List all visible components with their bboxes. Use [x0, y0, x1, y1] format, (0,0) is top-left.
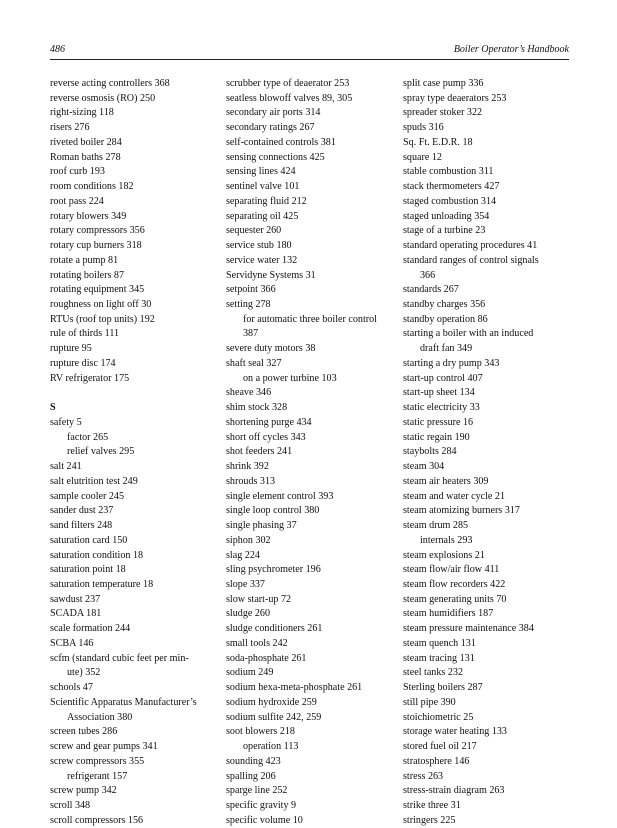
- index-subentry: factor 265: [67, 431, 109, 443]
- index-entry: steam pressure maintenance 384: [403, 623, 534, 635]
- index-entry: stack thermometers 427: [403, 181, 500, 193]
- index-column-1: [50, 77, 218, 828]
- index-entry: screw pump 342: [50, 785, 117, 797]
- index-entry: spalling 206: [226, 770, 276, 782]
- index-subentry: for automatic three boiler control: [243, 313, 377, 325]
- index-entry: single loop control 380: [226, 505, 320, 517]
- index-entry: salt elutrition test 249: [50, 475, 138, 487]
- index-entry: standby charges 356: [403, 299, 486, 311]
- index-entry: sludge 260: [226, 608, 271, 620]
- index-entry: scfm (standard cubic feet per min-: [50, 652, 189, 664]
- index-entry: sodium hexa-meta-phosphate 261: [226, 682, 363, 694]
- index-entry: spreader stoker 322: [403, 107, 483, 119]
- running-header: [50, 43, 569, 57]
- index-entry: stringers 225: [403, 814, 456, 826]
- index-entry: slope 337: [226, 578, 265, 590]
- section-letter-heading: S: [50, 402, 56, 414]
- index-subentry: refrigerant 157: [67, 770, 128, 782]
- index-entry: sodium 249: [226, 667, 274, 679]
- index-entry: starting a boiler with an induced: [403, 328, 534, 340]
- index-entry: sling psychrometer 196: [226, 564, 321, 576]
- index-entry: screen tubes 286: [50, 726, 118, 738]
- index-entry: secondary air ports 314: [226, 107, 321, 119]
- index-entry: slag 224: [226, 549, 260, 561]
- index-entry: RTUs (roof top units) 192: [50, 313, 155, 325]
- index-entry: sawdust 237: [50, 593, 101, 605]
- index-entry: shortening purge 434: [226, 416, 312, 428]
- index-entry: shrouds 313: [226, 475, 276, 487]
- index-entry: setting 278: [226, 299, 271, 311]
- index-entry: sensing connections 425: [226, 151, 325, 163]
- page-number: 486: [50, 44, 65, 55]
- index-entry: sheave 346: [226, 387, 272, 399]
- index-entry: shaft seal 327: [226, 357, 282, 369]
- index-entry: screw and gear pumps 341: [50, 741, 158, 753]
- index-entry: service stub 180: [226, 240, 292, 252]
- index-entry: stoichiometric 25: [403, 711, 474, 723]
- index-entry: sparge line 252: [226, 785, 288, 797]
- index-entry: stored fuel oil 217: [403, 741, 477, 753]
- index-entry: steam drum 285: [403, 520, 469, 532]
- index-entry: self-contained controls 381: [226, 136, 336, 148]
- index-entry: steam and water cycle 21: [403, 490, 506, 502]
- index-entry: sander dust 237: [50, 505, 114, 517]
- index-entry: separating fluid 212: [226, 195, 307, 207]
- index-entry: sand filters 248: [50, 520, 113, 532]
- index-entry: steam flow/air flow 411: [403, 564, 500, 576]
- index-entry: staged unloading 354: [403, 210, 490, 222]
- index-entry: steam generating units 70: [403, 593, 507, 605]
- index-entry: siphon 302: [226, 534, 271, 546]
- index-entry: steam atomizing burners 317: [403, 505, 520, 517]
- index-subentry: operation 113: [243, 741, 299, 753]
- index-entry: reverse acting controllers 368: [50, 78, 170, 89]
- index-entry: small tools 242: [226, 637, 288, 649]
- index-entry: staybolts 284: [403, 446, 457, 458]
- index-entry: specific volume 10: [226, 814, 303, 826]
- index-subentry: 387: [243, 328, 259, 340]
- index-entry: starting a dry pump 343: [403, 357, 500, 369]
- index-entry: standard ranges of control signals: [403, 254, 539, 266]
- index-entry: sodium hydroxide 259: [226, 696, 317, 708]
- index-subentry: 366: [420, 269, 436, 281]
- index-entry: rupture disc 174: [50, 357, 116, 369]
- index-entry: steam tracing 131: [403, 652, 475, 664]
- index-entry: saturation condition 18: [50, 549, 144, 561]
- index-entry: Sterling boilers 287: [403, 682, 483, 694]
- index-subentry: relief valves 295: [67, 446, 135, 458]
- index-entry: scroll 348: [50, 799, 91, 811]
- index-entry: risers 276: [50, 122, 90, 134]
- index-entry: reverse osmosis (RO) 250: [50, 92, 156, 104]
- index-entry: stress 263: [403, 770, 444, 782]
- index-entry: RV refrigerator 175: [50, 372, 130, 384]
- header-rule: [50, 59, 569, 60]
- index-entry: steel tanks 232: [403, 667, 463, 679]
- index-entry: steam quench 131: [403, 637, 476, 649]
- index-entry: rupture 95: [50, 343, 92, 355]
- index-entry: right-sizing 118: [50, 107, 114, 119]
- index-entry: severe duty motors 38: [226, 343, 316, 355]
- index-entry: spray type deaerators 253: [403, 92, 507, 104]
- index-entry: slow start-up 72: [226, 593, 292, 605]
- index-entry: service water 132: [226, 254, 298, 266]
- index-entry: rotating equipment 345: [50, 284, 145, 296]
- index-entry: static regain 190: [403, 431, 470, 443]
- index-entry: standby operation 86: [403, 313, 488, 325]
- index-entry: stratosphere 146: [403, 755, 470, 767]
- index-entry: stable combustion 311: [403, 166, 494, 178]
- index-entry: soda-phosphate 261: [226, 652, 307, 664]
- index-entry: Scientific Apparatus Manufacturer’s: [50, 696, 197, 708]
- index-entry: scale formation 244: [50, 623, 131, 635]
- index-entry: setpoint 366: [226, 284, 276, 296]
- index-entry: steam humidifiers 187: [403, 608, 494, 620]
- index-entry: sensing lines 424: [226, 166, 296, 178]
- index-entry: safety 5: [50, 416, 82, 428]
- index-subentry: draft fan 349: [420, 343, 473, 355]
- index-subentry: internals 293: [420, 534, 473, 546]
- index-entry: start-up sheet 134: [403, 387, 475, 399]
- index-entry: storage water heating 133: [403, 726, 507, 738]
- index-entry: salt 241: [50, 461, 82, 473]
- index-entry: standard operating procedures 41: [403, 240, 538, 252]
- index-entry: shim stock 328: [226, 402, 288, 414]
- index-entry: room conditions 182: [50, 181, 134, 193]
- index-entry: screw compressors 355: [50, 755, 145, 767]
- index-entry: start-up control 407: [403, 372, 483, 384]
- index-entry: sodium sulfite 242, 259: [226, 711, 322, 723]
- index-entry: single element control 393: [226, 490, 334, 502]
- index-subentry: ute) 352: [67, 667, 101, 679]
- index-entry: short off cycles 343: [226, 431, 306, 443]
- index-entry: SCADA 181: [50, 608, 102, 620]
- index-entry: schools 47: [50, 682, 93, 694]
- index-entry: specific gravity 9: [226, 799, 297, 811]
- index-entry: saturation card 150: [50, 534, 128, 546]
- index-entry: standards 267: [403, 284, 459, 296]
- book-title: Boiler Operator’s Handbook: [453, 44, 569, 55]
- index-entry: rule of thirds 111: [50, 328, 120, 340]
- index-entry: steam explosions 21: [403, 549, 485, 561]
- index-entry: separating oil 425: [226, 210, 299, 222]
- index-entry: sentinel valve 101: [226, 181, 300, 193]
- index-entry: saturation point 18: [50, 564, 126, 576]
- index-entry: static pressure 16: [403, 416, 474, 428]
- index-entry: soot blowers 218: [226, 726, 295, 738]
- index-entry: seatless blowoff valves 89, 305: [226, 92, 353, 104]
- index-entry: rotary compressors 356: [50, 225, 145, 237]
- section-spacer: [50, 386, 218, 401]
- index-entry: static electricity 33: [403, 402, 480, 414]
- index-entry: sounding 423: [226, 755, 281, 767]
- index-entry: SCBA 146: [50, 637, 94, 649]
- index-entry: roughness on light off 30: [50, 299, 152, 311]
- index-entry: rotating boilers 87: [50, 269, 125, 281]
- index-entry: Roman baths 278: [50, 151, 121, 163]
- index-entry: root pass 224: [50, 195, 104, 207]
- index-entry: sample cooler 245: [50, 490, 124, 502]
- index-entry: riveted boiler 284: [50, 136, 122, 148]
- index-subentry: on a power turbine 103: [243, 372, 337, 384]
- index-entry: staged combustion 314: [403, 195, 497, 207]
- index-entry: scroll compressors 156: [50, 814, 144, 826]
- index-entry: stress-strain diagram 263: [403, 785, 505, 797]
- index-entry: shot feeders 241: [226, 446, 293, 458]
- index-entry: still pipe 390: [403, 696, 456, 708]
- index-entry: strike three 31: [403, 799, 461, 811]
- index-entry: steam flow recorders 422: [403, 578, 506, 590]
- index-entry: spuds 316: [403, 122, 444, 134]
- index-entry: Sq. Ft. E.D.R. 18: [403, 136, 473, 148]
- index-subentry: Association 380: [67, 711, 133, 723]
- index-entry: secondary ratings 267: [226, 122, 315, 134]
- index-entry: roof curb 193: [50, 166, 105, 178]
- index-entry: sludge conditioners 261: [226, 623, 323, 635]
- index-entry: steam 304: [403, 461, 445, 473]
- index-entry: Servidyne Systems 31: [226, 269, 316, 281]
- index-entry: steam air heaters 309: [403, 475, 489, 487]
- index-entry: single phasing 37: [226, 520, 297, 532]
- index-entry: scrubber type of deaerator 253: [226, 78, 350, 89]
- index-entry: rotary cup burners 318: [50, 240, 142, 252]
- index-entry: rotary blowers 349: [50, 210, 127, 222]
- index-column-2: [226, 77, 396, 828]
- index-entry: saturation temperature 18: [50, 578, 154, 590]
- index-entry: shrink 392: [226, 461, 269, 473]
- index-entry: sequester 260: [226, 225, 282, 237]
- index-entry: rotate a pump 81: [50, 254, 119, 266]
- index-column-3: [403, 77, 573, 828]
- index-entry: split case pump 336: [403, 78, 484, 89]
- index-entry: stage of a turbine 23: [403, 225, 486, 237]
- index-entry: square 12: [403, 151, 442, 163]
